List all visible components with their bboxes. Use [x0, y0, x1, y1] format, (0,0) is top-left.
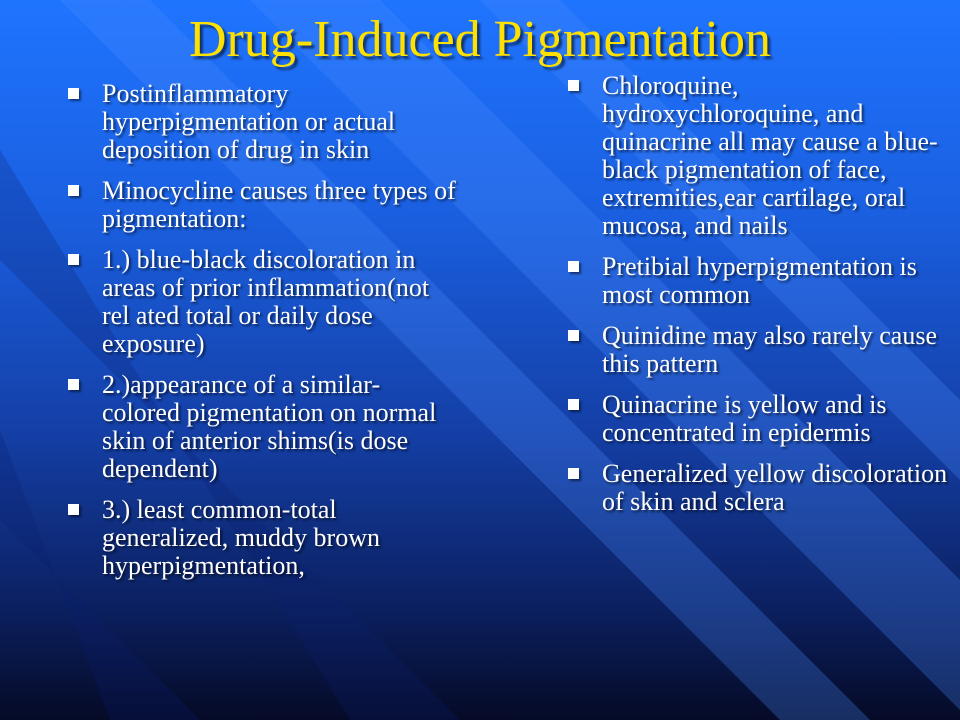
list-item: [568, 391, 960, 447]
square-bullet-icon: [568, 80, 579, 91]
square-bullet-icon: [68, 88, 79, 99]
list-item: [68, 80, 458, 164]
bullet-text: Generalized yellow discoloration of skin and sclera: [602, 459, 948, 516]
square-bullet-icon: [568, 399, 579, 410]
bullet-text: 3.) least common-total generalized, muddy brown hyperpigmentation,: [102, 495, 380, 580]
square-bullet-icon: [68, 379, 79, 390]
bullet-text: Chloroquine, hydroxychloroquine, and quinacrine all may cause a blue-black pigmentation of face, extremities,ear cartilage, oral mucosa, and nails: [602, 71, 938, 240]
list-item: [68, 371, 458, 483]
bullet-text: 1.) blue-black discoloration in areas of prior inflammation(not rel ated total or daily dose exposure): [102, 245, 430, 358]
bullet-text: Minocycline causes three types of pigmentation:: [102, 176, 456, 233]
square-bullet-icon: [568, 468, 579, 479]
list-item: [68, 246, 458, 358]
list-item: [568, 72, 960, 240]
bullet-text: Quinidine may also rarely cause this pattern: [602, 321, 937, 378]
square-bullet-icon: [568, 330, 579, 341]
list-item: [568, 460, 960, 516]
square-bullet-icon: [568, 261, 579, 272]
bullet-text: Quinacrine is yellow and is concentrated in epidermis: [602, 390, 887, 447]
list-item: [568, 322, 960, 378]
bullet-text: Postinflammatory hyperpigmentation or actual deposition of drug in skin: [102, 79, 396, 164]
square-bullet-icon: [68, 185, 79, 196]
list-item: [68, 496, 458, 580]
list-item: [68, 177, 458, 233]
bullet-text: Pretibial hyperpigmentation is most common: [602, 252, 917, 309]
bullet-text: 2.)appearance of a similar-colored pigmentation on normal skin of anterior shims(is dose dependent): [102, 370, 437, 483]
right-bullet-list: [568, 72, 960, 529]
square-bullet-icon: [68, 504, 79, 515]
left-bullet-list: [68, 80, 458, 593]
square-bullet-icon: [68, 254, 79, 265]
list-item: [568, 253, 960, 309]
slide-title: Drug-Induced Pigmentation: [189, 11, 771, 68]
